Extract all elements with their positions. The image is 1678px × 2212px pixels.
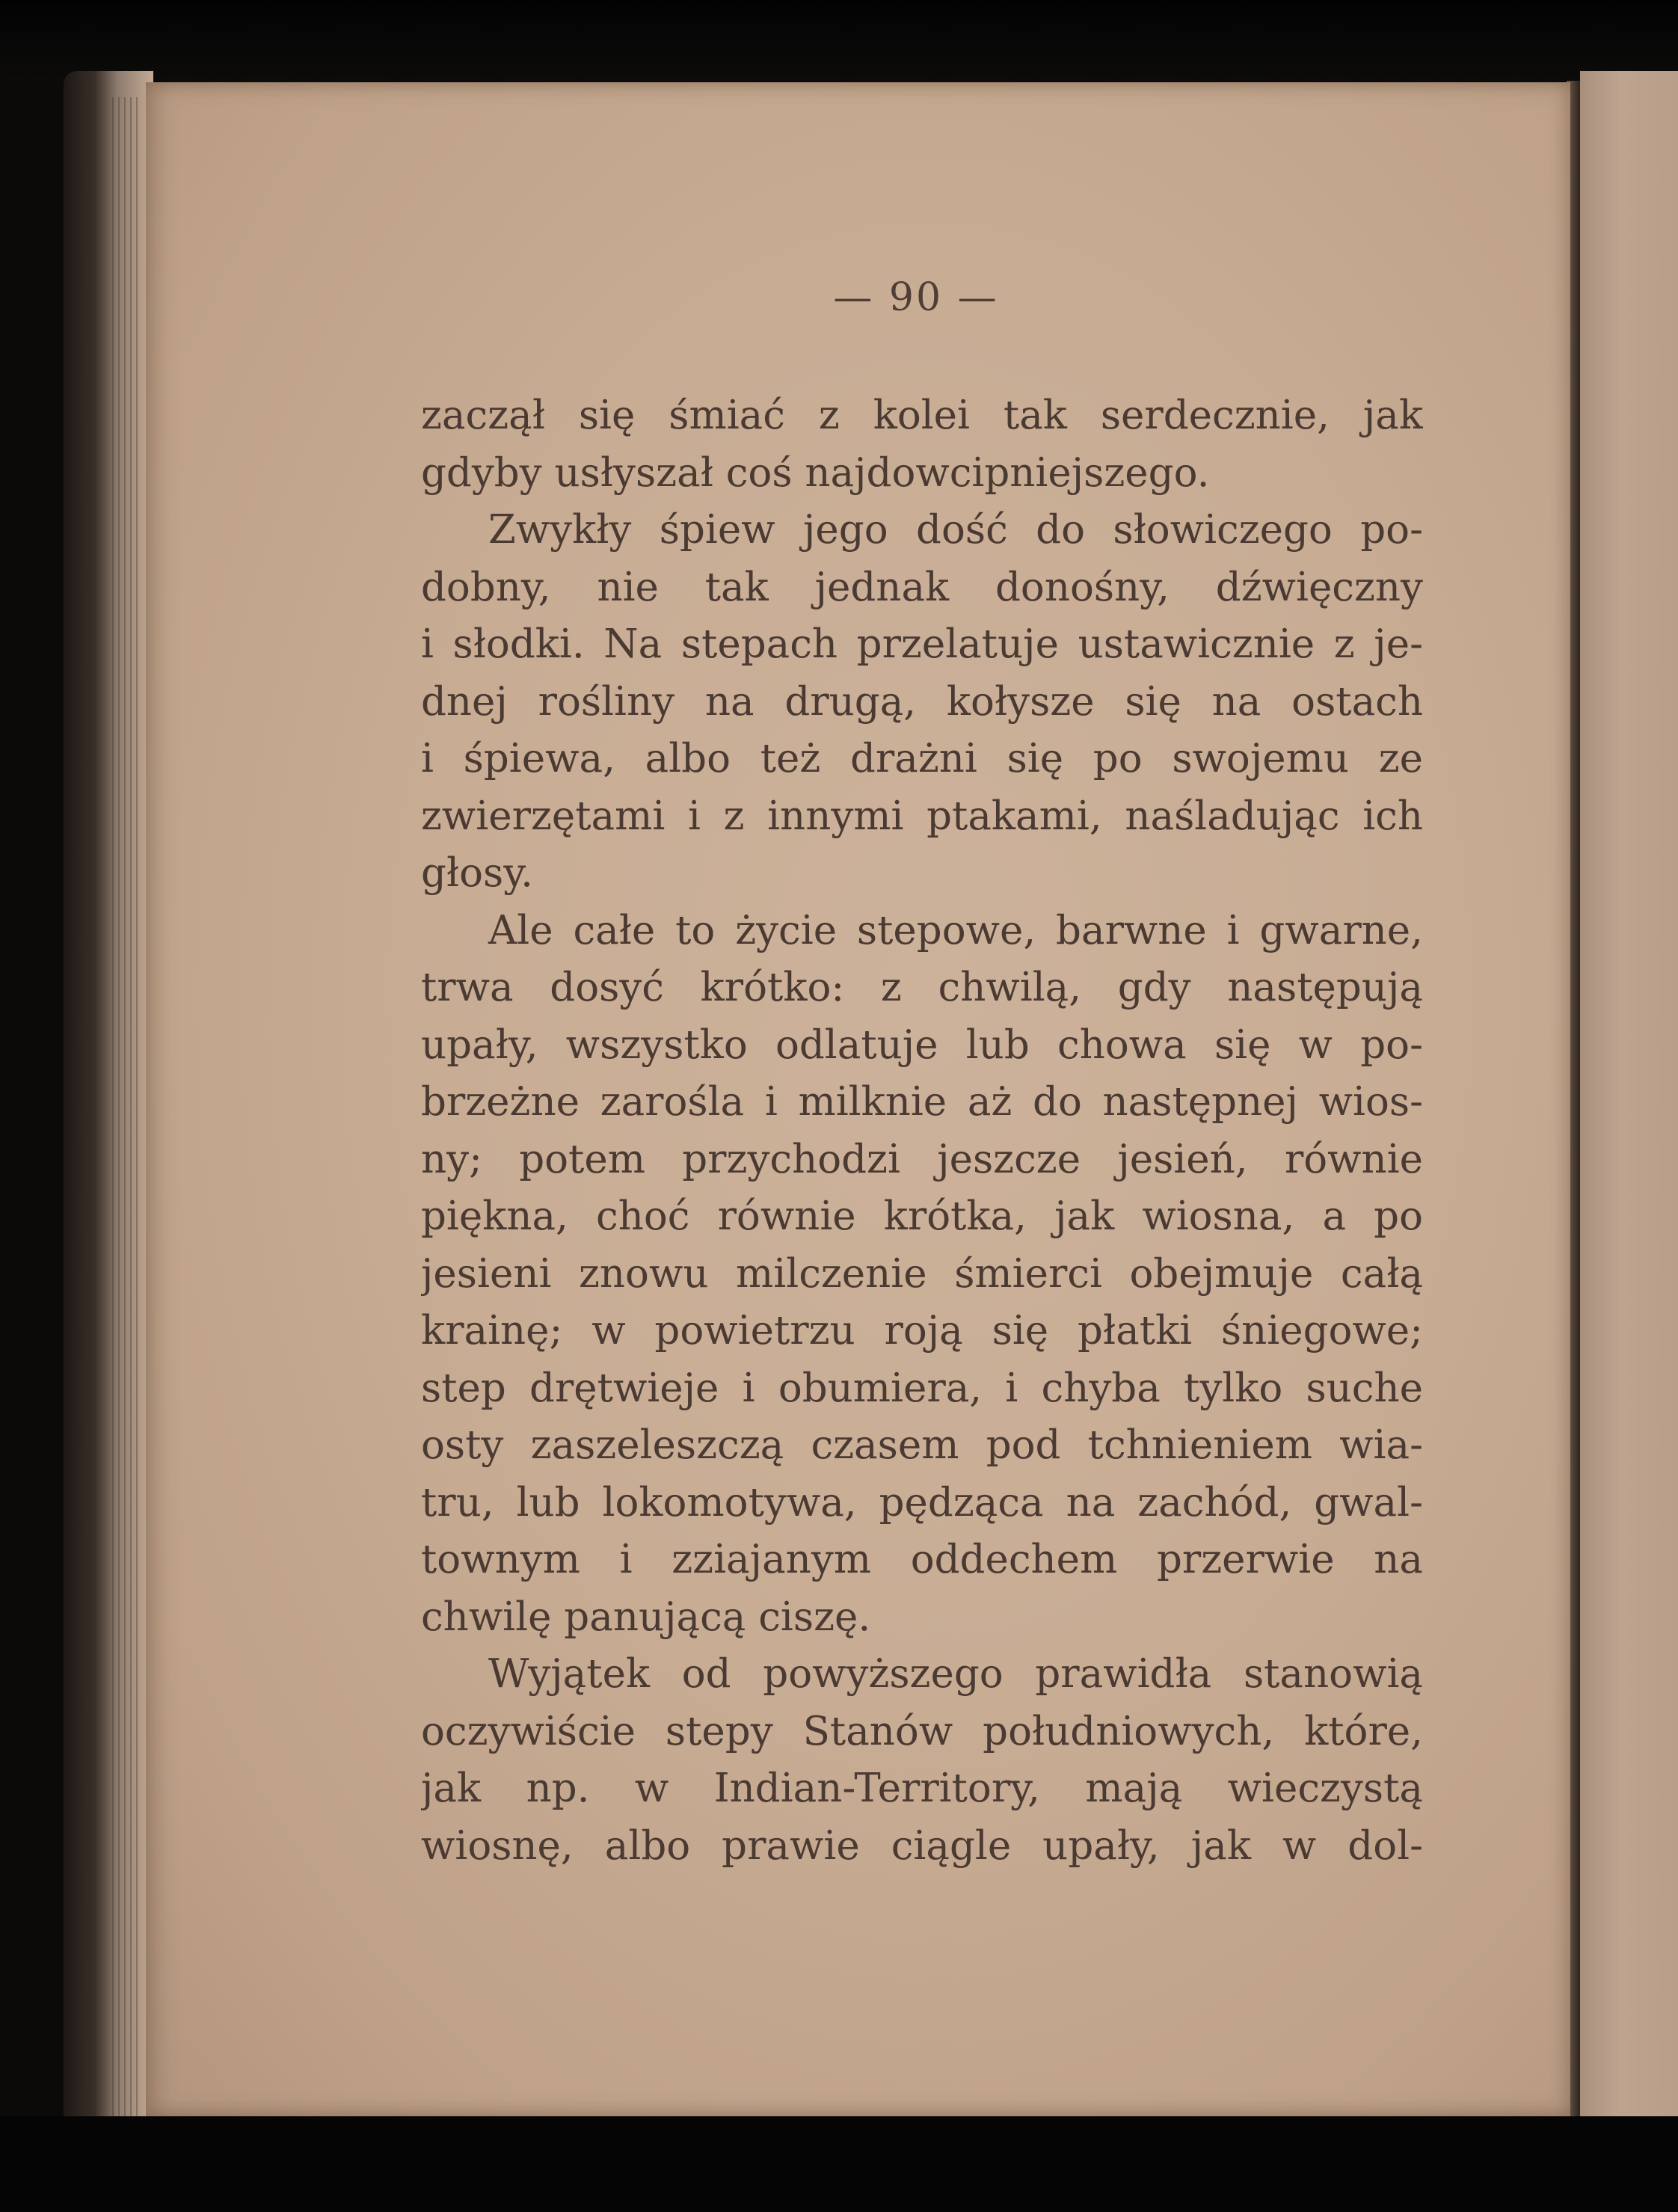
text-line: upały, wszystko odlatuje lub chowa się w po- [421,1021,1423,1068]
page-text [421,387,1423,1875]
text-line: piękna, choć równie krótka, jak wiosna, a po [421,1193,1423,1239]
text-line: i śpiewa, albo też drażni się po swojemu ze [421,736,1423,781]
text-line: tru, lub lokomotywa, pędząca na zachód, gwal- [421,1479,1423,1526]
text-line: i słodki. Na stepach przelatuje ustawicznie z je- [421,621,1423,667]
text-line: krainę; w powietrzu roją się płatki śniegowe; [421,1308,1423,1354]
text-line: step drętwieje i obumiera, i chyba tylko suche [421,1365,1423,1411]
scan-top-border [0,0,1678,82]
text-line: dobny, nie tak jednak donośny, dźwięczny [421,564,1423,610]
text-line: trwa dosyć krótko: z chwilą, gdy następują [421,965,1423,1010]
text-line: Ale całe to życie stepowe, barwne i gwarne, [488,907,1423,953]
page-number: — 90 — [833,275,999,320]
text-line: zwierzętami i z innymi ptakami, naśladując ich [421,793,1423,839]
text-line: oczywiście stepy Stanów południowych, które, [421,1708,1423,1754]
text-line: brzeżne zarośla i milknie aż do następnej wios- [421,1079,1423,1125]
text-line: gdyby usłyszał coś najdowcipniejszego. [421,449,1210,496]
text-line: wiosnę, albo prawie ciągle upały, jak w dol- [421,1822,1423,1869]
text-line: Zwykły śpiew jego dość do słowiczego po- [488,507,1423,553]
page-stack-edge [112,97,142,2116]
text-line: Wyjątek od powyższego prawidła stanowią [488,1651,1423,1697]
text-line: chwilę panującą ciszę. [421,1594,871,1640]
text-line: dnej rośliny na drugą, kołysze się na ostach [421,678,1423,725]
text-line: jak np. w Indian-Territory, mają wieczystą [421,1766,1423,1811]
text-line: jesieni znowu milczenie śmierci obejmuje całą [421,1250,1423,1297]
text-line: głosy. [421,850,533,896]
text-line: townym i zziajanym oddechem przerwie na [421,1537,1423,1582]
scan-bottom-border [0,2116,1678,2212]
facing-page-edge [1580,71,1678,2157]
text-line: zaczął się śmiać z kolei tak serdecznie, jak [421,393,1423,438]
text-line: ny; potem przychodzi jeszcze jesień, równie [421,1136,1423,1182]
text-line: osty zaszeleszczą czasem pod tchnieniem wia- [421,1422,1423,1468]
